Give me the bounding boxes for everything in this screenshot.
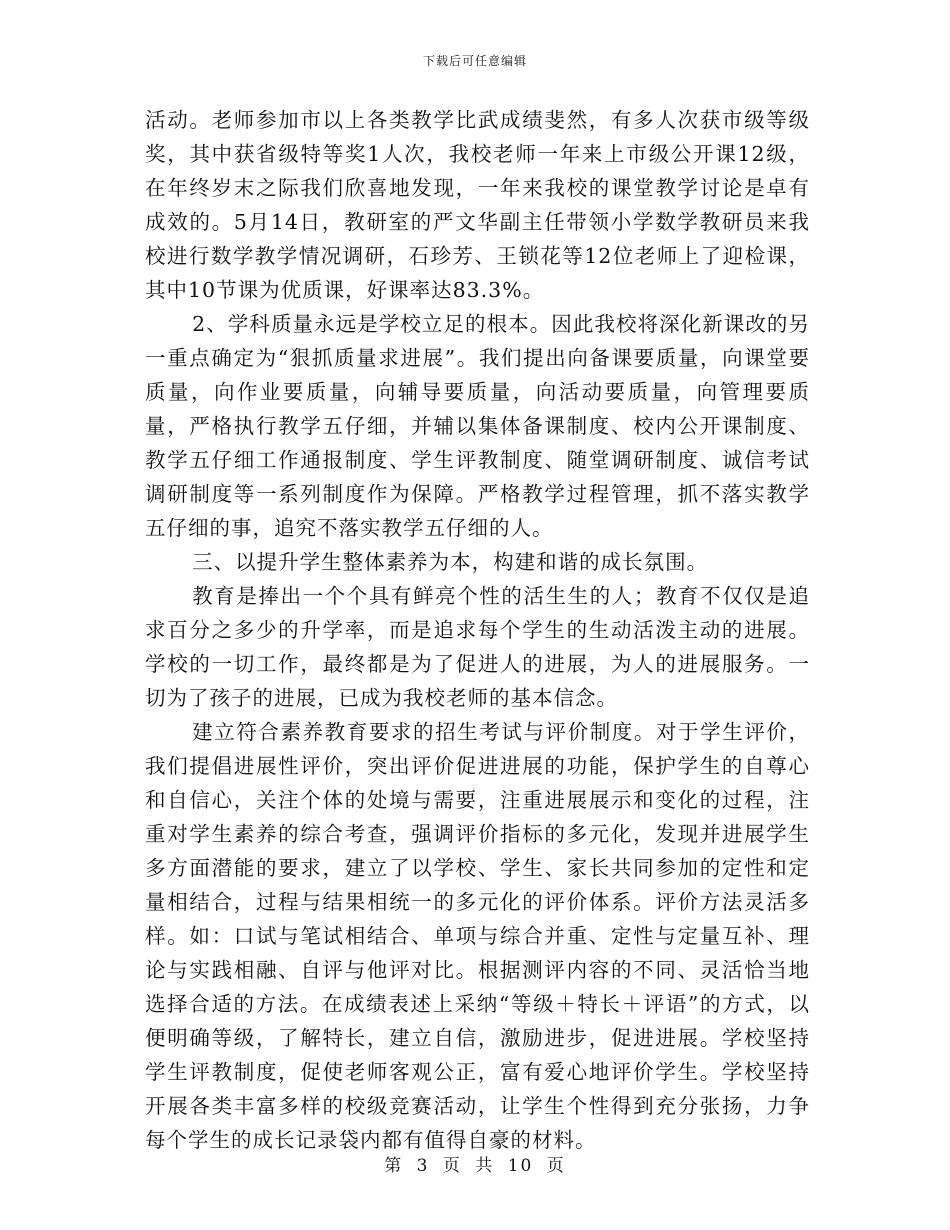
paragraph-2: 2、学科质量永远是学校立足的根本。因此我校将深化新课改的另一重点确定为“狠抓质量求进展”。我们提出向备课要质量，向课堂要质量，向作业要质量，向辅导要质量，向活动要质量，向管理要质量，严格执行教学五仔细，并辅以集体备课制度、校内公开课制度、教学五仔细工作通报制度、学生评教制度、随堂调研制度、诚信考试调研制度等一系列制度作为保障。严格教学过程管理，抓不落实教学五仔细的事，追究不落实教学五仔细的人。 bbox=[145, 312, 810, 540]
section-heading: 三、以提升学生整体素养为本，构建和谐的成长氛围。 bbox=[192, 550, 709, 574]
paragraph-1: 活动。老师参加市以上各类教学比武成绩斐然，有多人次获市级等级奖，其中获省级特等奖1人次，我校老师一年来上市级公开课12级，在年终岁末之际我们欣喜地发现，一年来我校的课堂教学讨论是卓有成效的。5月14日，教研室的严文华副主任带领小学数学教研员来我校进行数学教学情况调研，石珍芳、王锁花等12位老师上了迎检课，其中10节课为优质课，好课率达83.3%。 bbox=[145, 108, 810, 302]
paragraph-4: 建立符合素养教育要求的招生考试与评价制度。对于学生评价，我们提倡进展性评价，突出评价促进进展的功能，保护学生的自尊心和自信心，关注个体的处境与需要，注重进展展示和变化的过程，注重对学生素养的综合考查，强调评价指标的多元化，发现并进展学生多方面潜能的要求，建立了以学校、学生、家长共同参加的定性和定量相结合，过程与结果相统一的多元化的评价体系。评价方法灵活多样。如：口试与笔试相结合、单项与综合并重、定性与定量互补、理论与实践相融、自评与他评对比。根据测评内容的不同、灵活恰当地选择合适的方法。在成绩表述上采纳“等级＋特长＋评语”的方式，以便明确等级，了解特长，建立自信，激励进步，促进进展。学校坚持学生评教制度，促使老师客观公正，富有爱心地评价学生。学校坚持开展各类丰富多样的校级竞赛活动，让学生个性得到充分张扬，力争每个学生的成长记录袋内都有值得自豪的材料。 bbox=[145, 720, 810, 1152]
page-header: 下载后可任意编辑 bbox=[422, 54, 527, 68]
page-number-footer: 第 3 页 共 10 页 bbox=[384, 1156, 566, 1176]
paragraph-3: 教育是捧出一个个具有鲜亮个性的活生生的人；教育不仅仅是追求百分之多少的升学率，而是追求每个学生的生动活泼主动的进展。学校的一切工作，最终都是为了促进人的进展，为人的进展服务。一切为了孩子的进展，已成为我校老师的基本信念。 bbox=[145, 584, 810, 710]
document-body bbox=[145, 103, 810, 1157]
